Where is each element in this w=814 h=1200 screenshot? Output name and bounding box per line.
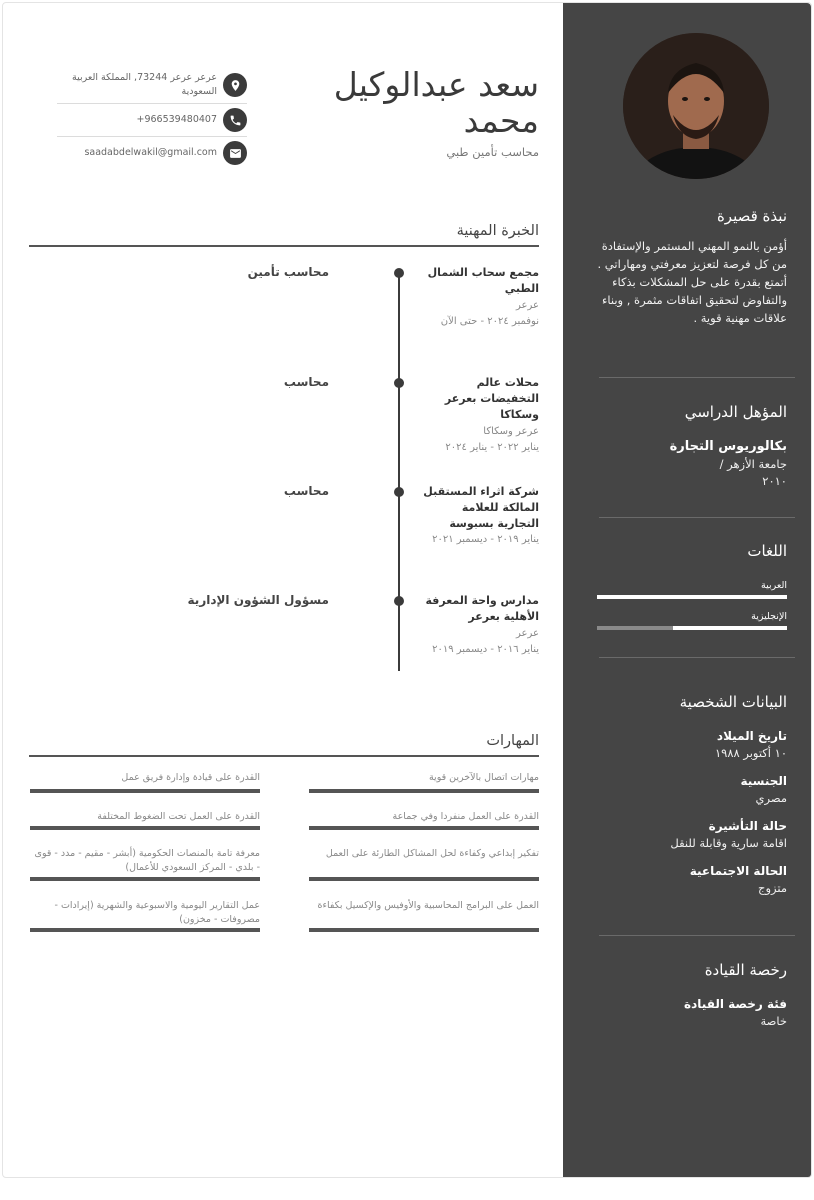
language-item [591,611,787,630]
languages-section [591,542,787,630]
skill-bar [309,789,539,793]
birthdate-label: تاريخ الميلاد [716,729,787,743]
sidebar-divider [599,657,795,658]
profile-photo [623,33,769,179]
skill-bar [30,826,260,830]
experience-role: محاسب تأمين [247,265,329,279]
sidebar [563,3,811,1178]
contact-email-text[interactable]: saadabdelwakil@gmail.com [84,147,217,158]
location-icon [223,73,247,97]
marital-status-value: متزوج [758,881,787,895]
sidebar-divider [599,517,795,518]
nationality-label: الجنسية [740,774,787,788]
language-name: الإنجليزية [751,611,787,622]
timeline-dot [394,596,404,606]
timeline-dot [394,487,404,497]
timeline-line [398,271,400,671]
license-section [591,961,787,1028]
skill-item: العمل على البرامج المحاسبية والأوفيس والإكسيل بكفاءة [317,900,539,911]
license-label: فئة رخصة القيادة [684,997,787,1011]
education-year: ٢٠١٠ [762,474,787,488]
contact-address [57,67,247,104]
experience-location: عرعر [516,300,539,311]
resume-page [2,2,812,1178]
experience-title: الخبرة المهنية [456,223,539,239]
experience-date: يناير ٢٠٢٢ - يناير ٢٠٢٤ [445,442,539,453]
experience-date: نوفمبر ٢٠٢٤ - حتى الآن [440,316,539,327]
language-level-bar [597,595,787,599]
sidebar-divider [599,377,795,378]
personal-title: البيانات الشخصية [679,693,787,711]
experience-date: يناير ٢٠١٩ - ديسمبر ٢٠٢١ [432,534,539,545]
experience-company: محلات عالم التخفيضات بعرعر وسكاكا عرعر وسكاكا يناير ٢٠٢٢ - يناير ٢٠٢٤ [419,375,539,456]
personal-section [591,693,787,895]
skill-item: عمل التقارير اليومية والاسبوعية والشهرية (إيرادات - مصروفات - مخزون) [54,900,260,925]
marital-status-label: الحالة الاجتماعية [689,864,787,878]
skill-item: معرفة تامة بالمنصات الحكومية (أبشر - مقيم - مدد - قوى - بلدي - المركز السعودي للأعمال) [34,848,260,873]
education-section [591,403,787,488]
language-name: العربية [761,580,787,591]
experience-company: مدارس واحة المعرفة الأهلية بعرعر عرعر يناير ٢٠١٦ - ديسمبر ٢٠١٩ [419,593,539,658]
skill-bar [30,928,260,932]
education-university: جامعة الأزهر / [719,457,787,471]
experience-location: عرعر وسكاكا [483,426,539,437]
skill-bar [30,789,260,793]
timeline-dot [394,378,404,388]
languages-title: اللغات [747,542,787,560]
experience-role: مسؤول الشؤون الإدارية [187,593,329,607]
about-title: نبذة قصيرة [716,207,787,225]
contact-phone-text[interactable]: +966539480407 [136,114,217,125]
birthdate-value: ١٠ أكتوبر ١٩٨٨ [714,746,787,760]
sidebar-divider [599,935,795,936]
language-level-bar [597,626,787,630]
email-icon [223,141,247,165]
skill-bar [30,877,260,881]
skill-item: مهارات اتصال بالآخرين قوية [428,772,539,783]
experience-company: شركة اثراء المستقبل المالكة للعلامة التجارية بسبوسة يناير ٢٠١٩ - ديسمبر ٢٠٢١ [419,484,539,548]
experience-company: مجمع سحاب الشمال الطبي عرعر نوفمبر ٢٠٢٤ - حتى الآن [419,265,539,330]
nationality-value: مصري [755,791,787,805]
experience-date: يناير ٢٠١٦ - ديسمبر ٢٠١٩ [432,644,539,655]
visa-status-value: اقامة سارية وقابلة للنقل [670,836,787,850]
skill-bar [309,826,539,830]
person-name: سعد عبدالوكيل محمد [333,65,539,140]
experience-role: محاسب [283,484,329,498]
skill-item: القدرة على العمل منفردا وفي جماعة [392,811,539,822]
education-title: المؤهل الدراسي [684,403,787,421]
language-item [591,580,787,599]
skill-item: القدرة على العمل تحت الضغوط المختلفة [97,811,260,822]
contact-address-text: عرعر عرعر 73244, المملكة العربية السعودية [72,72,217,97]
about-text: أؤمن بالنمو المهني المستمر والإستفادة من كل فرصة لتعزيز معرفتي ومهاراتي . أتمتع بقدرة على حل المشكلات بذكاء والتفاوض لتحقيق اتفاقات مثمرة , وبناء علاقات مهنية قوية . [597,239,787,325]
skills-rule [29,755,539,757]
contact-list [57,67,247,169]
skills-title: المهارات [486,733,539,749]
timeline-dot [394,268,404,278]
education-degree: بكالوريوس التجارة [669,439,787,454]
contact-email [57,137,247,169]
experience-location: عرعر [516,628,539,639]
language-level-fill [597,595,787,599]
about-section [591,207,787,327]
experience-role: محاسب [283,375,329,389]
skill-bar [309,928,539,932]
skill-item: تفكير إبداعي وكفاءة لحل المشاكل الطارئة على العمل [325,848,539,859]
contact-phone [57,104,247,137]
experience-rule [29,245,539,247]
language-level-fill [673,626,787,630]
visa-status-label: حالة التأشيرة [708,819,787,833]
person-job-title: محاسب تأمين طبي [446,145,539,159]
license-value: خاصة [760,1014,787,1028]
skill-item: القدرة على قيادة وإدارة فريق عمل [121,772,260,783]
license-title: رخصة القيادة [704,961,787,979]
skill-bar [309,877,539,881]
phone-icon [223,108,247,132]
